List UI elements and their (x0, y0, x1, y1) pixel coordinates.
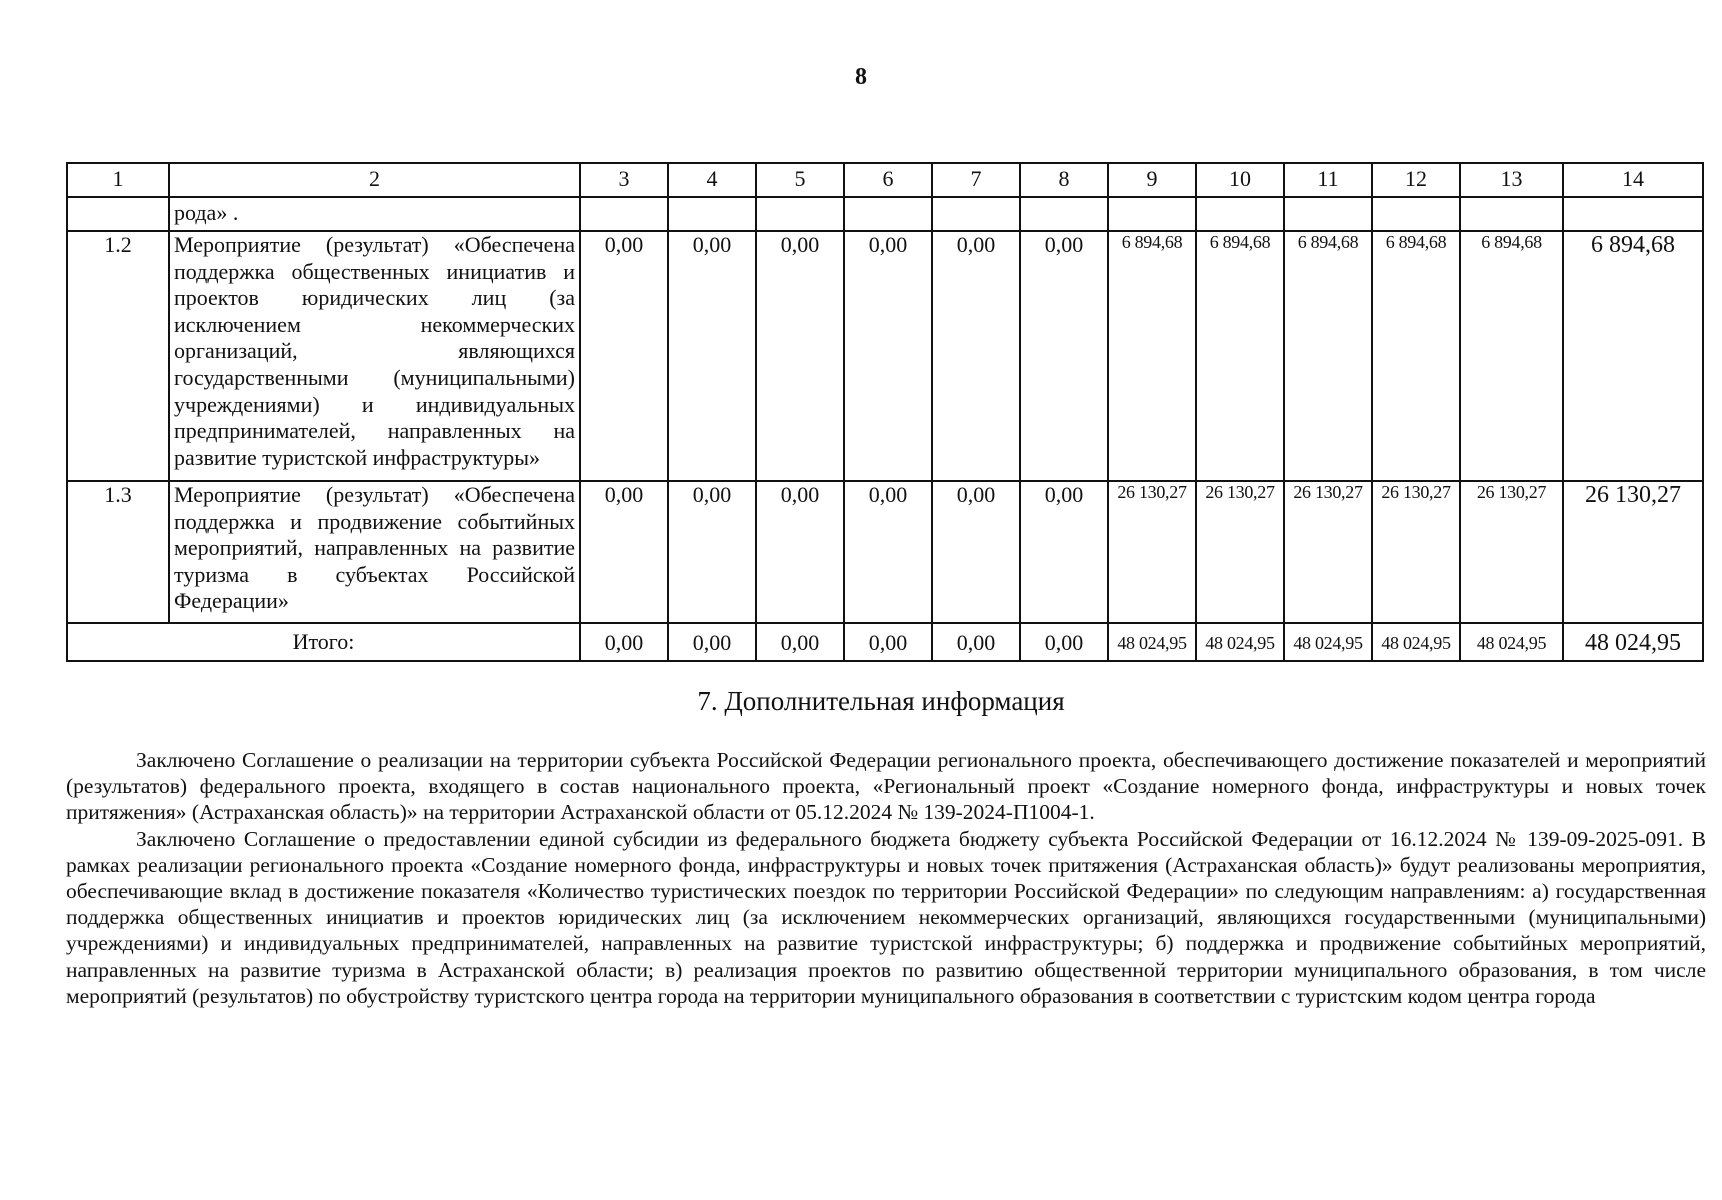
value-cell: 0,00 (668, 481, 756, 623)
value-cell: 0,00 (844, 481, 932, 623)
total-value: 48 024,95 (1563, 623, 1703, 661)
value-cell: 26 130,27 (1196, 481, 1284, 623)
value-cell: 6 894,68 (1284, 231, 1372, 481)
column-header: 5 (756, 163, 844, 197)
total-value: 0,00 (932, 623, 1020, 661)
value-cell: 0,00 (844, 231, 932, 481)
paragraph: Заключено Соглашение о предоставлении единой субсидии из федерального бюджета бюджету субъекта Российской Федерации от 16.12.2024 № 139-09-2025-091. В рамках реализации регионального проекта «Создание номерного фонда, инфраструктуры и новых точек притяжения (Астраханская область)» будут реализованы мероприятия, обеспечивающие вклад в достижение показателя «Количество туристических поездок по территории Российской Федерации» по следующим направлениям: а) государственная поддержка общественных инициатив и проектов юридических лиц (за исключением некоммерческих организаций, являющихся государственными (муниципальными) учреждениями) и индивидуальных предпринимателей, направленных на развитие туристской инфраструктуры; б) поддержка и продвижение событийных мероприятий, направленных на развитие туризма в Астраханской области; в) реализация проектов по развитию общественной территории муниципального образования, в том числе мероприятий (результатов) по обустройству туристского центра города на территории муниципального образования в соответствии с туристским кодом центра города (66, 826, 1706, 1008)
total-value: 48 024,95 (1372, 623, 1460, 661)
row-index: 1.3 (67, 481, 169, 623)
table-row-continuation (67, 197, 1703, 231)
value-cell: 26 130,27 (1563, 481, 1703, 623)
table-header-row (67, 163, 1703, 197)
total-value: 0,00 (844, 623, 932, 661)
value-cell: 0,00 (1020, 231, 1108, 481)
total-value: 0,00 (756, 623, 844, 661)
column-header: 2 (169, 163, 580, 197)
page-number: 8 (855, 64, 867, 90)
column-header: 6 (844, 163, 932, 197)
total-value: 0,00 (1020, 623, 1108, 661)
value-cell: 0,00 (932, 481, 1020, 623)
continuation-text: рода» . (169, 197, 580, 231)
total-value: 48 024,95 (1460, 623, 1563, 661)
section-title: 7. Дополнительная информация (697, 686, 1065, 716)
row-name: Мероприятие (результат) «Обеспечена поддержка общественных инициатив и проектов юридических лиц (за исключением некоммерческих организаций, являющихся государственными (муниципальными) учреждениями) и индивидуальных предпринимателей, направленных на развитие туристской инфраструктуры» (169, 231, 580, 481)
section-body (66, 747, 1706, 1009)
value-cell: 0,00 (580, 481, 668, 623)
column-header: 12 (1372, 163, 1460, 197)
value-cell: 0,00 (756, 481, 844, 623)
total-value: 0,00 (668, 623, 756, 661)
value-cell: 0,00 (1020, 481, 1108, 623)
value-cell: 6 894,68 (1563, 231, 1703, 481)
column-header: 3 (580, 163, 668, 197)
value-cell: 6 894,68 (1372, 231, 1460, 481)
column-header: 11 (1284, 163, 1372, 197)
total-value: 48 024,95 (1108, 623, 1196, 661)
total-value: 48 024,95 (1196, 623, 1284, 661)
column-header: 7 (932, 163, 1020, 197)
table-row (67, 481, 1703, 623)
value-cell: 0,00 (580, 231, 668, 481)
value-cell: 0,00 (668, 231, 756, 481)
row-name: Мероприятие (результат) «Обеспечена поддержка и продвижение событийных мероприятий, направленных на развитие туризма в субъектах Российской Федерации» (169, 481, 580, 623)
value-cell: 26 130,27 (1108, 481, 1196, 623)
value-cell: 6 894,68 (1108, 231, 1196, 481)
paragraph: Заключено Соглашение о реализации на территории субъекта Российской Федерации регионального проекта, обеспечивающего достижение показателей и мероприятий (результатов) федерального проекта, входящего в состав национального проекта, «Региональный проект «Создание номерного фонда, инфраструктуры и новых точек притяжения» (Астраханская область)» на территории Астраханской области от 05.12.2024 № 139-2024-П1004-1. (66, 748, 1706, 825)
value-cell: 6 894,68 (1460, 231, 1563, 481)
row-index: 1.2 (67, 231, 169, 481)
value-cell: 0,00 (756, 231, 844, 481)
column-header: 1 (67, 163, 169, 197)
column-header: 4 (668, 163, 756, 197)
column-header: 9 (1108, 163, 1196, 197)
column-header: 13 (1460, 163, 1563, 197)
value-cell: 26 130,27 (1284, 481, 1372, 623)
total-value: 48 024,95 (1284, 623, 1372, 661)
column-header: 10 (1196, 163, 1284, 197)
financing-table (66, 162, 1704, 662)
table-row (67, 231, 1703, 481)
value-cell: 26 130,27 (1372, 481, 1460, 623)
total-label: Итого: (67, 623, 580, 661)
total-value: 0,00 (580, 623, 668, 661)
value-cell: 6 894,68 (1196, 231, 1284, 481)
column-header: 8 (1020, 163, 1108, 197)
value-cell: 26 130,27 (1460, 481, 1563, 623)
value-cell: 0,00 (932, 231, 1020, 481)
total-row (67, 623, 1703, 661)
column-header: 14 (1563, 163, 1703, 197)
